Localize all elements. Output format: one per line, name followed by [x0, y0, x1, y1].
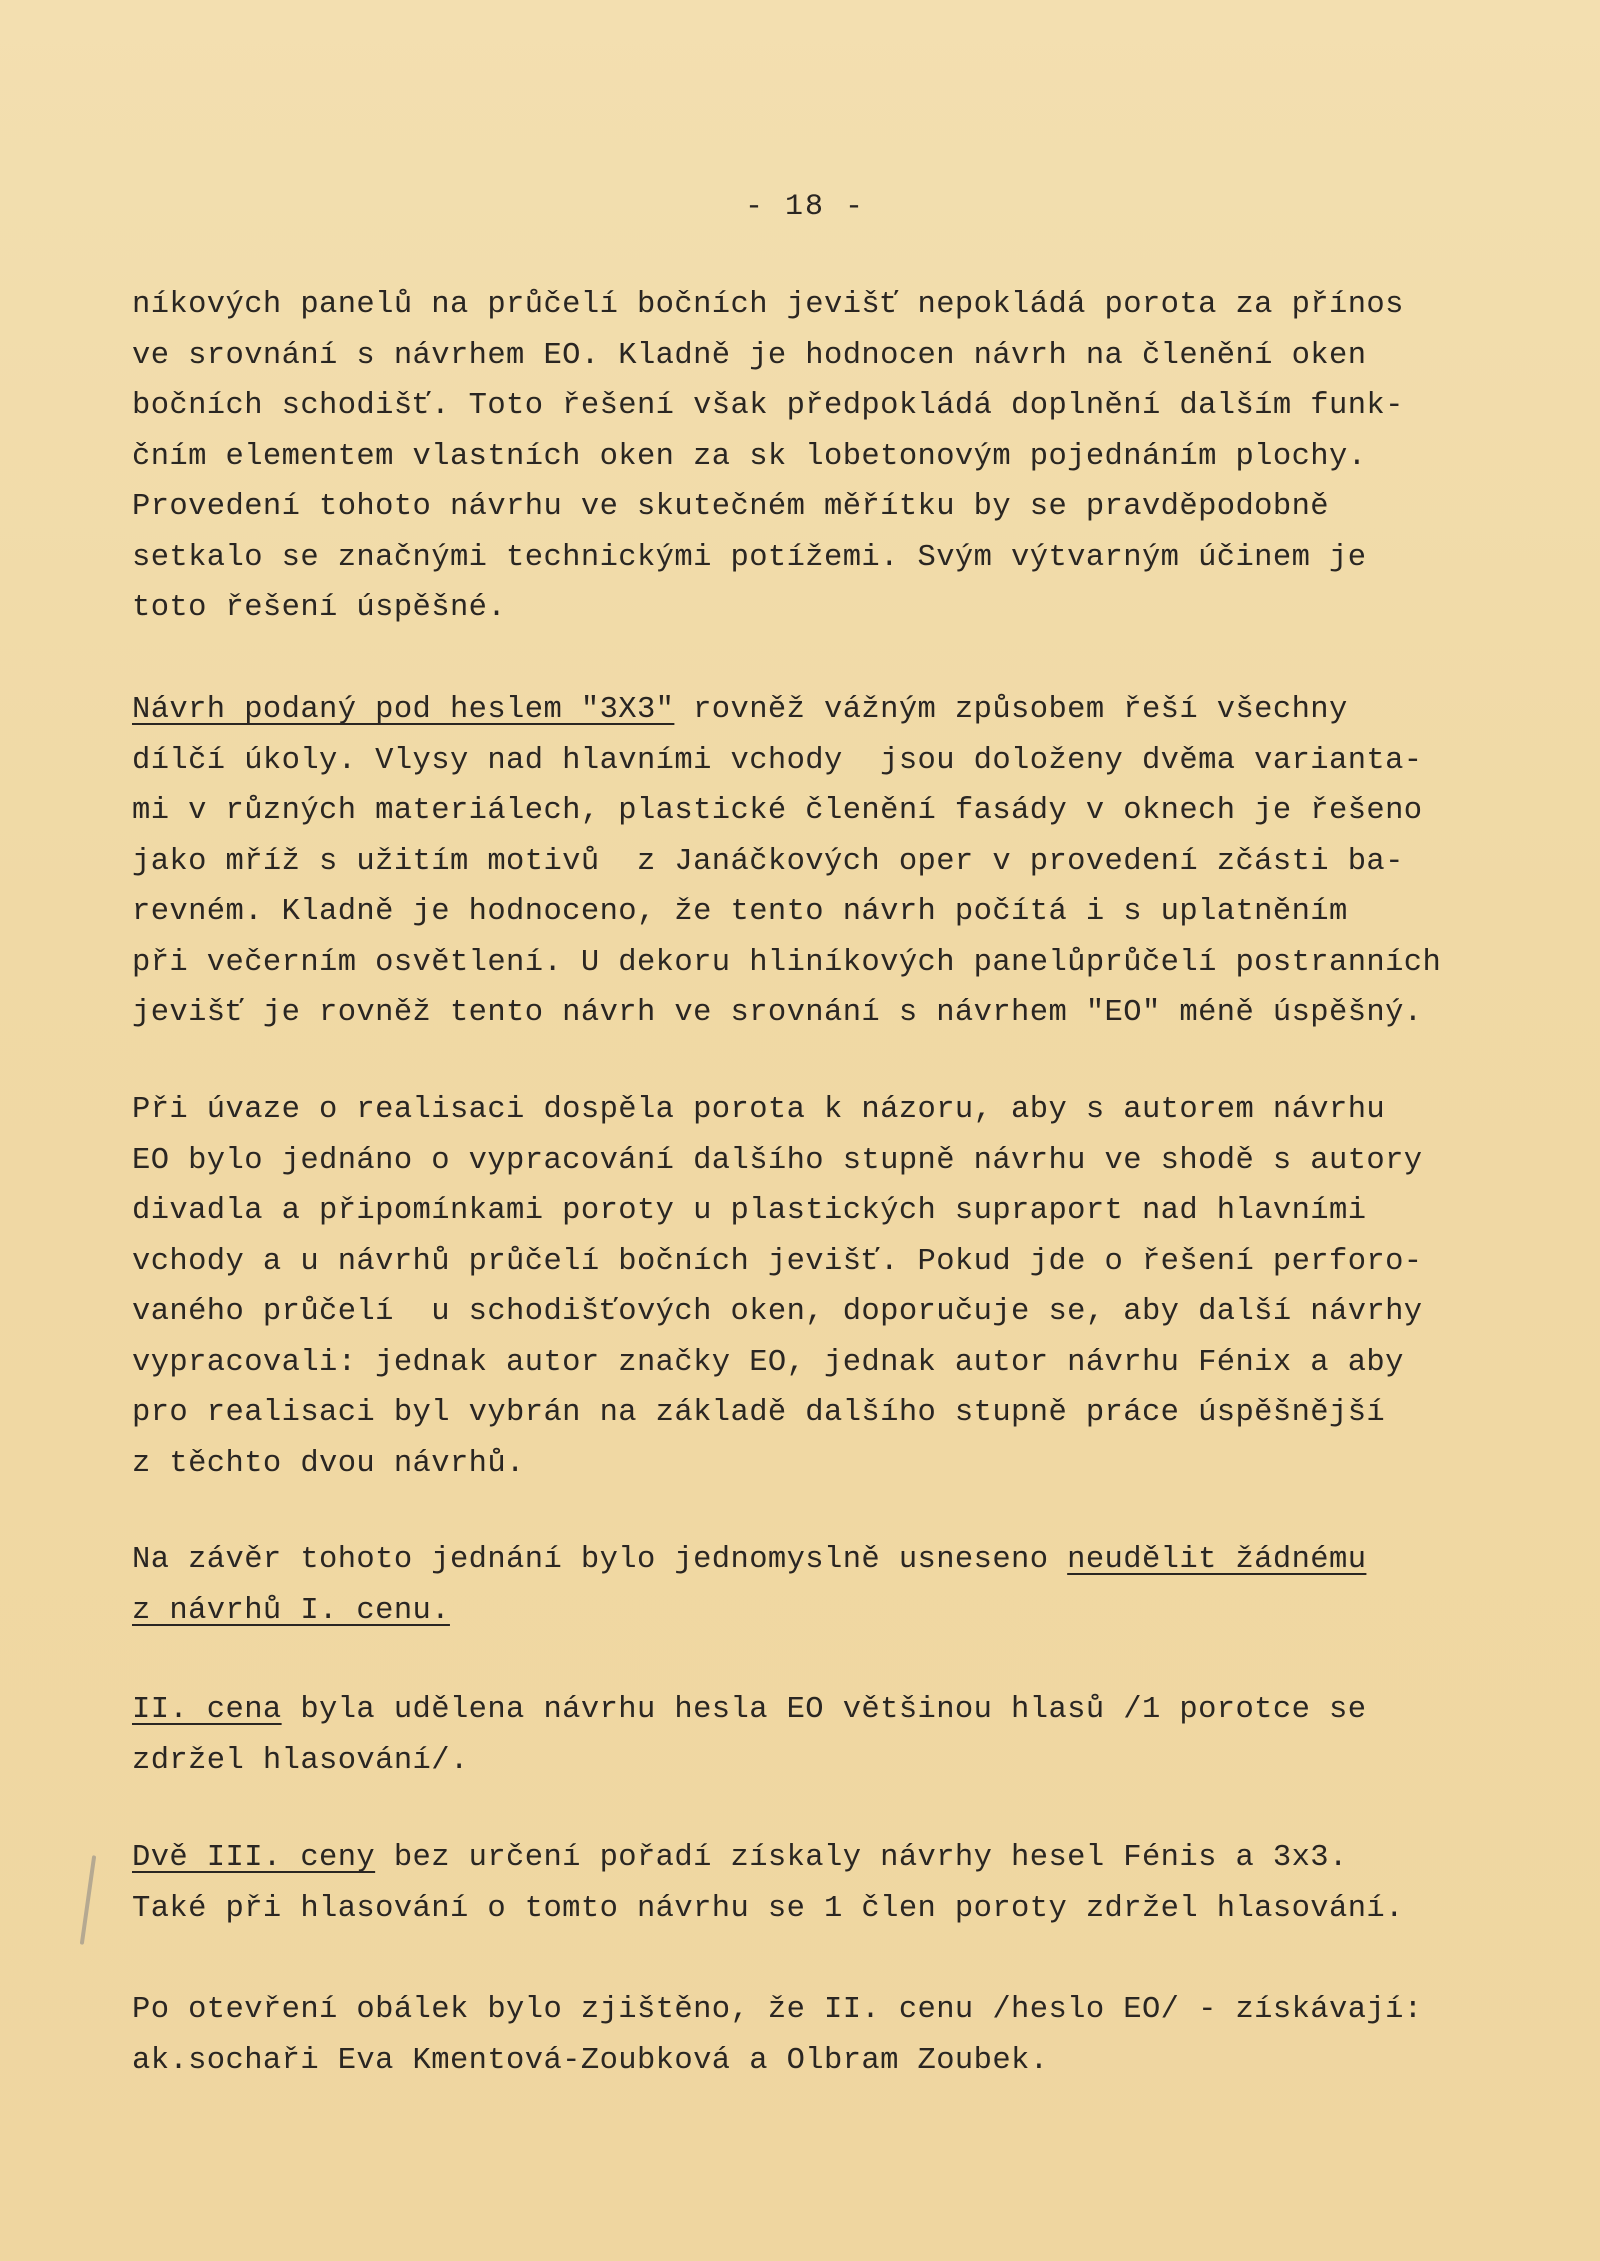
text-line	[132, 487, 1329, 527]
text-line	[132, 1741, 469, 1781]
text-line	[132, 943, 1441, 983]
text-segment: při večerním osvětlení. U dekoru hliníkových panelůprůčelí postranních	[132, 946, 1442, 980]
text-segment: vchody a u návrhů průčelí bočních jevišť. Pokud jde o řešení perforo-	[132, 1245, 1423, 1279]
text-segment: z těchto dvou návrhů.	[132, 1447, 525, 1481]
text-line	[132, 993, 1423, 1033]
text-segment: Při úvaze o realisaci dospěla porota k názoru, aby s autorem návrhu	[132, 1093, 1386, 1127]
text-line	[132, 1540, 1366, 1580]
text-line	[132, 336, 1366, 376]
underlined-text: Dvě III. ceny	[132, 1841, 376, 1875]
text-segment: setkalo se značnými technickými potížemi. Svým výtvarným účinem je	[132, 541, 1367, 575]
text-line	[132, 690, 1348, 730]
text-line	[132, 588, 506, 628]
text-segment: Provedení tohoto návrhu ve skutečném měřítku by se pravděpodobně	[132, 490, 1329, 524]
text-segment: ve srovnání s návrhem EO. Kladně je hodnocen návrh na členění oken	[132, 339, 1367, 373]
text-line	[132, 1690, 1366, 1730]
text-segment: Po otevření obálek bylo zjištěno, že II. cenu /heslo EO/ - získávají:	[132, 1993, 1423, 2027]
text-line	[132, 892, 1348, 932]
text-segment: divadla a připomínkami poroty u plastických supraport nad hlavními	[132, 1194, 1367, 1228]
text-line	[132, 437, 1366, 477]
text-line	[132, 1242, 1423, 1282]
text-line	[132, 1292, 1423, 1332]
underlined-text: Návrh podaný pod heslem "3X3"	[132, 693, 675, 727]
text-segment: jevišť je rovněž tento návrh ve srovnání s návrhem "EO" méně úspěšný.	[132, 996, 1423, 1030]
text-segment: Na závěr tohoto jednání bylo jednomyslně usneseno	[132, 1543, 1068, 1577]
underlined-text: II. cena	[132, 1693, 282, 1727]
text-segment: bočních schodišť. Toto řešení však předpokládá doplnění dalším funk-	[132, 389, 1404, 423]
text-line	[132, 538, 1366, 578]
text-line	[132, 1090, 1385, 1130]
text-line	[132, 1393, 1385, 1433]
text-line	[132, 741, 1423, 781]
text-segment: toto řešení úspěšné.	[132, 591, 507, 625]
text-segment: EO bylo jednáno o vypracování dalšího stupně návrhu ve shodě s autory	[132, 1144, 1423, 1178]
text-line	[132, 1838, 1348, 1878]
text-segment: níkových panelů na průčelí bočních jevišť nepokládá porota za přínos	[132, 288, 1404, 322]
text-segment: Také při hlasování o tomto návrhu se 1 člen poroty zdržel hlasování.	[132, 1892, 1404, 1926]
text-segment: čním elementem vlastních oken za sk lobetonovým pojednáním plochy.	[132, 440, 1367, 474]
text-line	[132, 285, 1404, 325]
text-segment: dílčí úkoly. Vlysy nad hlavními vchody jsou doloženy dvěma varianta-	[132, 744, 1423, 778]
text-line	[132, 1889, 1404, 1929]
text-segment: vaného průčelí u schodišťových oken, doporučuje se, aby další návrhy	[132, 1295, 1423, 1329]
underlined-text: z návrhů I. cenu.	[132, 1594, 450, 1628]
text-line	[132, 2041, 1048, 2081]
text-line	[132, 1343, 1404, 1383]
underlined-text: neudělit žádnému	[1067, 1543, 1367, 1577]
text-segment: zdržel hlasování/.	[132, 1744, 469, 1778]
text-line	[132, 842, 1404, 882]
text-segment: pro realisaci byl vybrán na základě dalšího stupně práce úspěšnější	[132, 1396, 1386, 1430]
text-segment: vypracovali: jednak autor značky EO, jednak autor návrhu Fénix a aby	[132, 1346, 1404, 1380]
text-line	[132, 1591, 450, 1631]
text-segment: byla udělena návrhu hesla EO většinou hlasů /1 porotce se	[281, 1693, 1367, 1727]
text-segment: revném. Kladně je hodnoceno, že tento návrh počítá i s uplatněním	[132, 895, 1348, 929]
page-number: - 18 -	[745, 190, 866, 224]
text-segment: jako mříž s užitím motivů z Janáčkových oper v provedení zčásti ba-	[132, 845, 1404, 879]
text-line	[132, 1444, 525, 1484]
text-line	[132, 791, 1423, 831]
text-line	[132, 1141, 1423, 1181]
text-line	[132, 1191, 1366, 1231]
text-line	[132, 386, 1404, 426]
text-segment: rovněž vážným způsobem řeší všechny	[674, 693, 1348, 727]
text-segment: mi v různých materiálech, plastické členění fasády v oknech je řešeno	[132, 794, 1423, 828]
text-segment: bez určení pořadí získaly návrhy hesel Fénis a 3x3.	[375, 1841, 1348, 1875]
margin-pencil-mark	[80, 1855, 96, 1945]
text-segment: ak.sochaři Eva Kmentová-Zoubková a Olbram Zoubek.	[132, 2044, 1049, 2078]
text-line	[132, 1990, 1423, 2030]
